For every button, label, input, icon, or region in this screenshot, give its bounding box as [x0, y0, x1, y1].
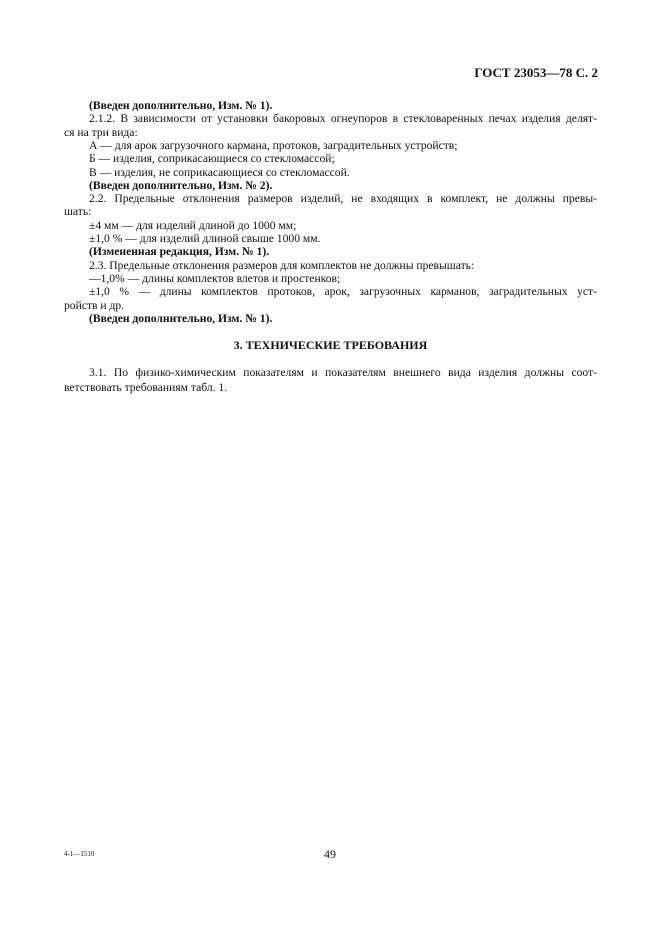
section-heading: 3. ТЕХНИЧЕСКИЕ ТРЕБОВАНИЯ	[233, 338, 428, 352]
list-item: Б — изделия, соприкасающиеся со стекломассой;	[89, 152, 335, 166]
list-item: ±1,0 % — длины комплектов протоков, арок, загрузочных карманов, заградительных уст-	[89, 285, 597, 299]
paragraph-line: ройств и др.	[64, 298, 125, 312]
page-number: 49	[324, 847, 336, 861]
paragraph-line: 2.2. Предельные отклонения размеров изделий, не входящих в комплект, не должны превы-	[89, 192, 597, 206]
list-item: В — изделия, не соприкасающиеся со стекломассой.	[89, 165, 350, 179]
paragraph-line: 3.1. По физико-химическим показателям и показателям внешнего вида изделия должны соот-	[89, 366, 597, 379]
paragraph-line: ся на три вида:	[64, 125, 138, 139]
paragraph-line: 2.1.2. В зависимости от установки бакоровых огнеупоров в стекловаренных печах изделия делят-	[89, 112, 597, 126]
amendment-note: (Введен дополнительно, Изм. № 1).	[89, 99, 273, 112]
document-header: ГОСТ 23053—78 С. 2	[474, 65, 598, 80]
list-item: А — для арок загрузочного кармана, протоков, заградительных устройств;	[89, 139, 458, 152]
paragraph-line: ветствовать требованиям табл. 1.	[64, 381, 228, 394]
paragraph-line: 2.3. Предельные отклонения размеров для комплектов не должны превышать:	[89, 258, 475, 272]
amendment-note: (Измененная редакция, Изм. № 1).	[89, 245, 270, 259]
amendment-note: (Введен дополнительно, Изм. № 2).	[89, 178, 273, 192]
paragraph-line: шать:	[64, 205, 92, 219]
list-item: —1,0% — длины комплектов влетов и простенков;	[89, 271, 341, 285]
list-item: ±4 мм — для изделий длиной до 1000 мм;	[89, 218, 297, 232]
print-code: 4-1—1510	[64, 850, 95, 858]
amendment-note: (Введен дополнительно, Изм. № 1).	[89, 311, 273, 325]
list-item: ±1,0 % — для изделий длиной свыше 1000 мм.	[89, 232, 321, 245]
